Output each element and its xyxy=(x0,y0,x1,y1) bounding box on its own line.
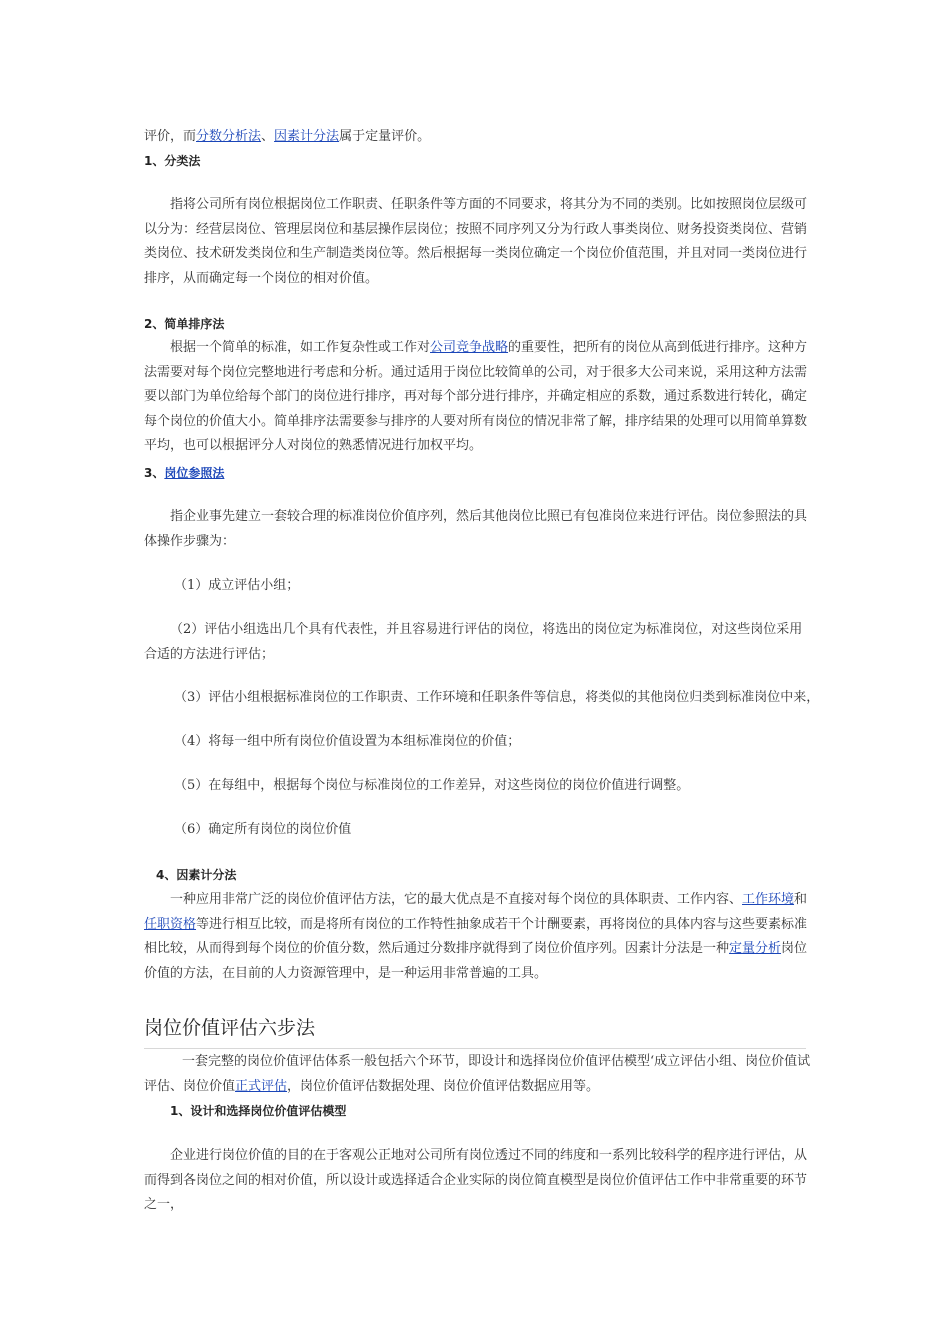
link-qualifications[interactable]: 任职资格 xyxy=(144,916,197,932)
step-1: （1）成立评估小组； xyxy=(174,578,300,593)
section-title: 岗位价值评估六步法 xyxy=(144,1014,806,1049)
para-position-reference: 指企业事先建立一套较合理的标准岗位价值序列，然后其他岗位比照已有包准岗位来进行评估。岗位参照法的具体操作步骤为： xyxy=(144,509,808,549)
link-work-environment[interactable]: 工作环境 xyxy=(742,892,795,907)
link-competitive-strategy[interactable]: 公司竞争战略 xyxy=(430,340,509,355)
step-3: （3）评估小组根据标准岗位的工作职责、工作环境和任职条件等信息，将类似的其他岗位归类到标准岗位中来， xyxy=(174,690,820,705)
para-classification: 指将公司所有岗位根据岗位工作职责、任职条件等方面的不同要求，将其分为不同的类别。比如按照岗位层级可以分为：经营层岗位、管理层岗位和基层操作层岗位；按照不同序列又分为行政人事类岗位、财务投资类岗位、营销类岗位、技术研发类岗位和生产制造类岗位等。然后根据每一类岗位确定一个岗位价值范围，并且对同一类岗位进行排序，从而确定每一个岗位的相对价值。 xyxy=(144,197,808,286)
heading-position-reference: 3、岗位参照法 xyxy=(144,466,225,480)
link-score-analysis[interactable]: 分数分析法 xyxy=(196,129,262,144)
para-simple-ranking: 根据一个简单的标准，如工作复杂性或工作对公司竞争战略的重要性，把所有的岗位从高到低进行排序。这种方法需要对每个岗位完整地进行考虑和分析。通过适用于岗位比较简单的公司，对于很多大公司来说，采用这种方法需要以部门为单位给每个部门的岗位进行排序，再对每个部分进行排序，并确定相应的系数，通过系数进行转化，确定每个岗位的价值大小。简单排序法需要参与排序的人要对所有岗位的情况非常了解，排序结果的处理可以用简单算数平均，也可以根据评分人对岗位的熟悉情况进行加权平均。 xyxy=(144,340,808,453)
link-formal-evaluation[interactable]: 正式评估 xyxy=(235,1078,288,1094)
step-4: （4）将每一组中所有岗位价值设置为本组标准岗位的价值； xyxy=(174,734,521,749)
link-position-reference[interactable]: 岗位参照法 xyxy=(164,466,225,480)
link-quantitative-analysis[interactable]: 定量分析 xyxy=(729,941,782,956)
step-2: （2）评估小组选出几个具有代表性，并且容易进行评估的岗位，将选出的岗位定为标准岗位，对这些岗位采用合适的方法进行评估； xyxy=(144,622,803,662)
para-design-model: 企业进行岗位价值的目的在于客观公正地对公司所有岗位透过不同的纬度和一系列比较科学的程序进行评估，从而得到各岗位之间的相对价值，所以设计或选择适合企业实际的岗位简直模型是岗位价值评估工作中非常重要的环节之一， xyxy=(144,1148,808,1212)
step-6: （6）确定所有岗位的岗位价值 xyxy=(174,822,352,837)
heading-design-model: 1、设计和选择岗位价值评估模型 xyxy=(170,1104,347,1118)
heading-factor-scoring: 4、因素计分法 xyxy=(156,868,237,882)
para-six-steps: 一套完整的岗位价值评估体系一般包括六个环节，即设计和选择岗位价值评估模型‘成立评估小组、岗位价值试评估、岗位价值正式评估，岗位价值评估数据处理、岗位价值评估数据应用等。 xyxy=(144,1054,811,1094)
heading-simple-ranking: 2、简单排序法 xyxy=(144,317,225,331)
heading-classification: 1、分类法 xyxy=(144,154,201,168)
link-factor-scoring[interactable]: 因素计分法 xyxy=(274,129,340,144)
para-factor-scoring: 一种应用非常广泛的岗位价值评估方法，它的最大优点是不直接对每个岗位的具体职责、工作内容、工作环境和任职资格等进行相互比较，而是将所有岗位的工作特性抽象成若干个计酬要素，再将岗位的具体内容与这些要素标准相比较，从而得到每个岗位的价值分数，然后通过分数排序就得到了岗位价值序列。因素计分法是一种定量分析岗位价值的方法，在目前的人力资源管理中，是一种运用非常普遍的工具。 xyxy=(144,892,808,981)
intro-line: 评价，而分数分析法、因素计分法属于定量评价。 xyxy=(144,129,431,144)
step-5: （5）在每组中，根据每个岗位与标准岗位的工作差异，对这些岗位的岗位价值进行调整。 xyxy=(174,778,690,793)
